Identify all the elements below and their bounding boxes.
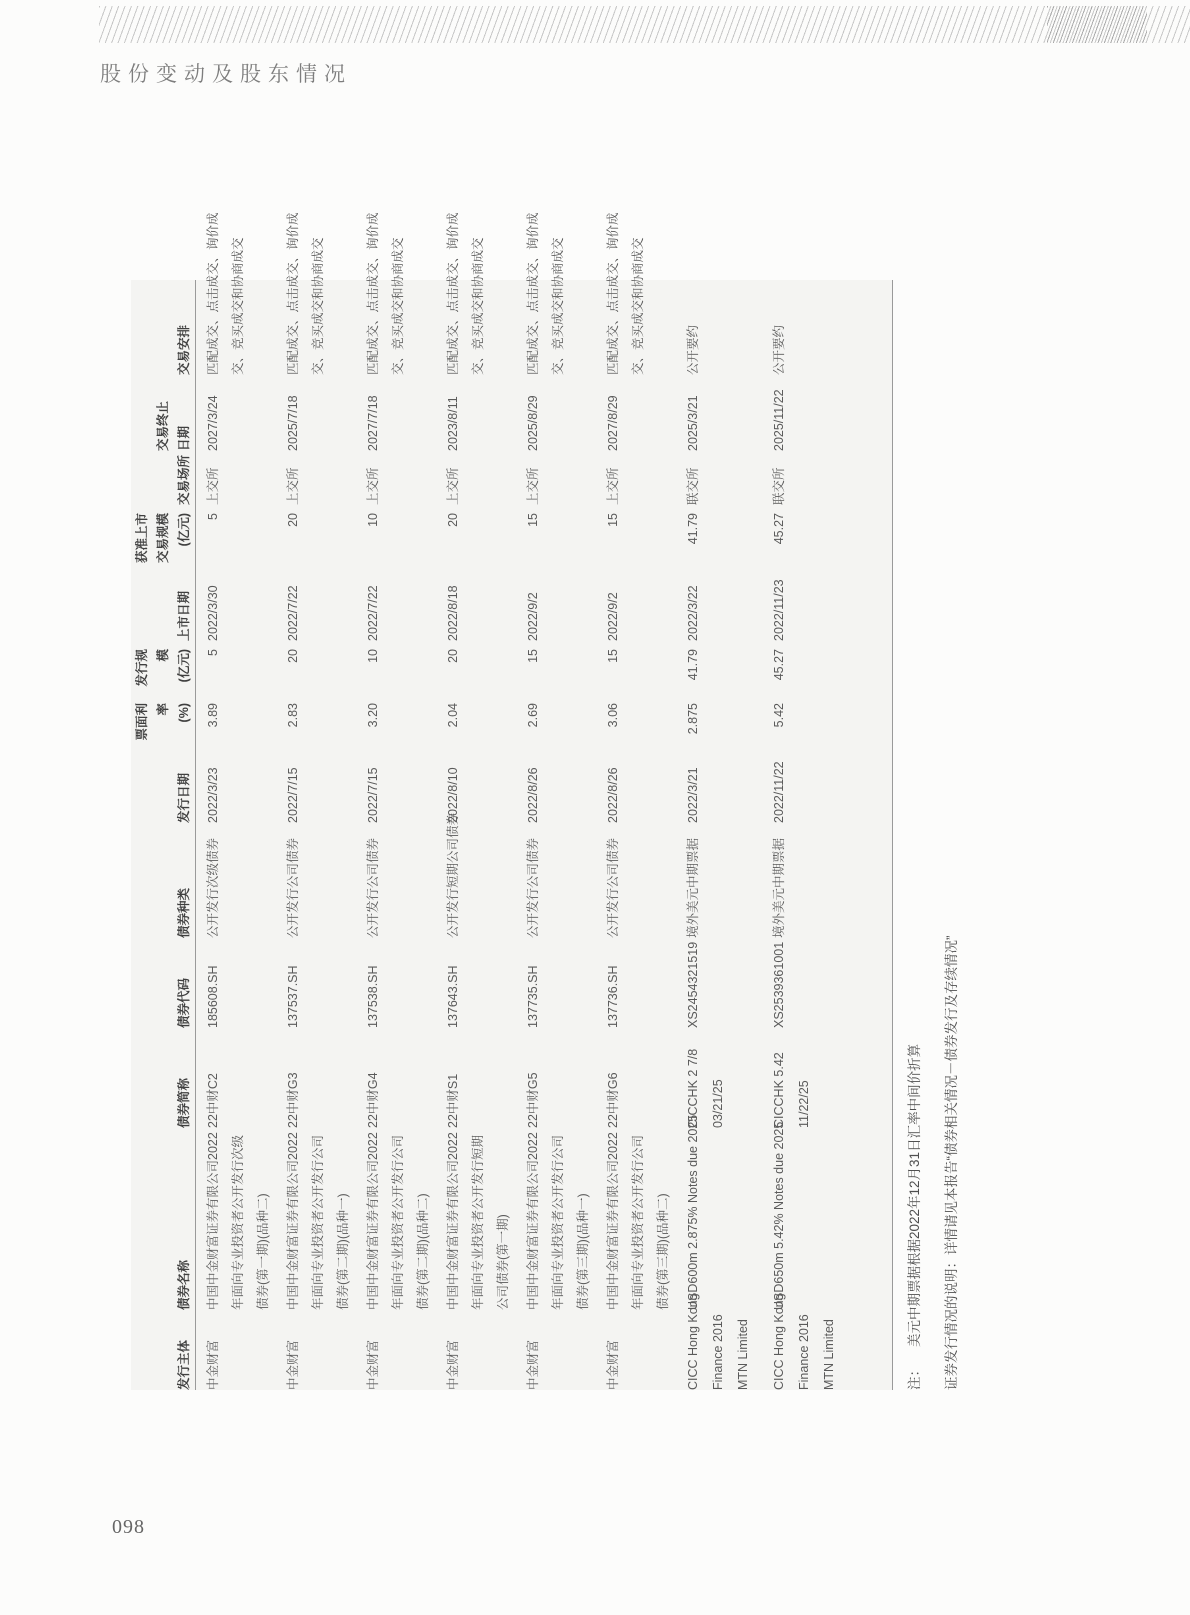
cell-line: 185608.SH — [206, 965, 220, 1028]
cell-line: 2022/8/18 — [446, 585, 460, 641]
cell-line: 2025/3/21 — [686, 395, 700, 451]
cell-line: 15 — [526, 649, 540, 663]
cell-end-date — [281, 375, 306, 451]
cell-line: 匹配成交、点击成交、询价成 — [606, 212, 620, 375]
cell-line: 2023/8/11 — [446, 396, 460, 451]
cell-line: 3.89 — [206, 703, 220, 728]
cell-line: 2027/8/29 — [606, 395, 620, 451]
cell-line: USD650m 5.42% Notes due 2025 — [772, 1121, 786, 1310]
cell-issuer — [767, 1293, 842, 1390]
cell-line: CICCHK 2 7/8 — [686, 1048, 700, 1128]
cell-line: 中金财富 — [366, 1339, 380, 1390]
cell-line: 2022/11/22 — [772, 761, 786, 823]
cell-bond-name — [441, 1128, 516, 1310]
cell-line: 年面向专业投资者公开发行次级 — [231, 1134, 245, 1310]
cell-approved-size — [361, 505, 386, 565]
cell-line: 上交所 — [206, 467, 220, 505]
cell-bond-name — [681, 1114, 706, 1310]
cell-line: 公开发行公司债券 — [606, 837, 620, 938]
cell-line: 2.04 — [446, 703, 460, 728]
cell-arrangement — [681, 263, 706, 375]
cell-line: 匹配成交、点击成交、询价成 — [366, 212, 380, 375]
cell-approved-size — [201, 505, 226, 565]
cell-line: 中国中金财富证券有限公司2022 — [286, 1132, 300, 1310]
col-header-listing-date — [174, 565, 195, 641]
cell-issuer — [361, 1310, 386, 1390]
cell-line: 日期 — [177, 425, 191, 451]
cell-coupon-rate — [361, 695, 386, 747]
cell-bond-short-name — [521, 1028, 546, 1128]
cell-coupon-rate — [767, 695, 792, 747]
cell-line: 境外美元中期票据 — [686, 837, 700, 938]
cell-line: Finance 2016 — [711, 1314, 725, 1390]
note-1-text: 美元中期票据根据2022年12月31日汇率中间价折算 — [907, 1043, 922, 1347]
cell-line: 45.27 — [772, 513, 786, 545]
cell-line: 137736.SH — [606, 965, 620, 1028]
cell-line: 5.42 — [772, 703, 786, 728]
cell-approved-size — [521, 505, 546, 565]
table-row — [516, 212, 596, 1390]
cell-issue-size — [441, 641, 466, 695]
cell-line: 交、竞买成交和协商成交 — [311, 237, 325, 375]
cell-line: 2022/3/21 — [686, 767, 700, 823]
table-row — [762, 280, 848, 1390]
cell-line: 公开发行次级债券 — [206, 837, 220, 938]
cell-line: 22中财G4 — [366, 1072, 380, 1128]
cell-end-date — [521, 375, 546, 451]
cell-end-date — [441, 375, 466, 451]
cell-approved-size — [441, 505, 466, 565]
cell-listing-date — [601, 565, 626, 641]
cell-bond-name — [281, 1128, 356, 1310]
cell-line: 获准上市 — [135, 513, 149, 564]
cell-line: 2022/9/2 — [606, 592, 620, 641]
cell-venue — [361, 451, 386, 505]
cell-line: 5 — [206, 649, 220, 656]
cell-bond-type — [521, 823, 546, 938]
cell-coupon-rate — [281, 695, 306, 747]
cell-line: 发行主体 — [177, 1339, 191, 1390]
cell-line: 3.06 — [606, 703, 620, 728]
cell-issue-date — [767, 747, 792, 823]
cell-issue-size — [201, 641, 226, 695]
table-row — [276, 212, 356, 1390]
cell-bond-name — [767, 1121, 792, 1310]
cell-bond-short-name — [361, 1028, 386, 1128]
bonds-table-body — [196, 212, 848, 1390]
cell-line: 20 — [446, 649, 460, 663]
cell-issuer — [521, 1310, 546, 1390]
cell-line: MTN Limited — [822, 1319, 836, 1390]
cell-issue-date — [201, 747, 226, 823]
cell-line: 公开发行公司债券 — [286, 837, 300, 938]
cell-bond-short-name — [601, 1028, 626, 1128]
cell-bond-code — [601, 938, 626, 1028]
cell-line: Finance 2016 — [797, 1314, 811, 1390]
cell-line: 上市日期 — [177, 590, 191, 641]
cell-line: 3.20 — [366, 703, 380, 728]
cell-approved-size — [767, 505, 792, 565]
col-header-issue-size — [132, 641, 195, 695]
table-row — [596, 212, 676, 1390]
cell-line: 中金财富 — [526, 1339, 540, 1390]
cell-line: 联交所 — [772, 467, 786, 505]
cell-line: 境外美元中期票据 — [772, 837, 786, 938]
cell-line: 年面向专业投资者公开发行公司 — [631, 1134, 645, 1310]
cell-line: 中金财富 — [606, 1339, 620, 1390]
cell-bond-code — [441, 938, 466, 1028]
cell-arrangement — [201, 212, 251, 375]
cell-bond-code — [361, 938, 386, 1028]
cell-issue-size — [361, 641, 386, 695]
cell-issuer — [601, 1310, 626, 1390]
cell-line: 15 — [606, 649, 620, 663]
cell-venue — [441, 451, 466, 505]
cell-line: 137537.SH — [286, 965, 300, 1028]
cell-line: 债券简称 — [177, 1077, 191, 1128]
note-1 — [905, 280, 925, 1390]
cell-venue — [281, 451, 306, 505]
page-number: 098 — [112, 1516, 145, 1538]
cell-line: 中金财富 — [206, 1339, 220, 1390]
cell-bond-type — [681, 823, 706, 938]
cell-line: 债券(第三期)(品种一) — [576, 1193, 590, 1310]
cell-bond-type — [441, 812, 466, 938]
cell-bond-short-name — [201, 1028, 226, 1128]
cell-line: 发行规模 — [135, 649, 170, 687]
cell-coupon-rate — [441, 695, 466, 747]
cell-line: 2022/11/23 — [772, 579, 786, 641]
cell-line: 交、竞买成交和协商成交 — [551, 237, 565, 375]
cell-end-date — [601, 375, 626, 451]
cell-line: 2027/3/24 — [206, 395, 220, 451]
cell-line: 2022/7/15 — [286, 767, 300, 823]
col-header-end-date — [153, 375, 195, 451]
cell-issue-date — [441, 747, 466, 823]
col-header-bond-code — [174, 938, 195, 1028]
cell-line: 交易规模 — [156, 513, 170, 564]
cell-line: 公司债券(第一期) — [496, 1214, 510, 1310]
cell-arrangement — [361, 212, 411, 375]
cell-line: 41.79 — [686, 513, 700, 545]
cell-venue — [521, 451, 546, 505]
cell-line: 债券代码 — [177, 977, 191, 1028]
cell-line: 137538.SH — [366, 965, 380, 1028]
cell-line: 2.83 — [286, 703, 300, 728]
cell-line: 年面向专业投资者公开发行短期 — [471, 1134, 485, 1310]
cell-line: 联交所 — [686, 467, 700, 505]
cell-coupon-rate — [601, 695, 626, 747]
table-row — [676, 280, 762, 1390]
cell-issuer — [681, 1293, 756, 1390]
cell-bond-type — [201, 823, 226, 938]
cell-line: 2022/3/30 — [206, 585, 220, 641]
cell-listing-date — [521, 565, 546, 641]
cell-line: 2025/8/29 — [526, 395, 540, 451]
cell-line: 137643.SH — [446, 965, 460, 1028]
cell-line: 公开发行公司债券 — [366, 837, 380, 938]
cell-line: MTN Limited — [736, 1319, 750, 1390]
col-header-bond-name — [174, 1128, 195, 1310]
cell-line: 5 — [206, 513, 220, 520]
cell-line: USD600m 2.875% Notes due 2025 — [686, 1114, 700, 1310]
cell-line: 债券(第二期)(品种二) — [416, 1193, 430, 1310]
cell-issue-date — [601, 747, 626, 823]
cell-line: 2022/8/10 — [446, 767, 460, 823]
cell-venue — [601, 451, 626, 505]
cell-line: 45.27 — [772, 649, 786, 681]
cell-line: 15 — [606, 513, 620, 527]
cell-line: 137735.SH — [526, 965, 540, 1028]
cell-line: 20 — [286, 513, 300, 527]
cell-line: 2.875 — [686, 703, 700, 735]
bonds-table — [131, 212, 893, 1390]
cell-arrangement — [601, 212, 651, 375]
cell-listing-date — [361, 565, 386, 641]
cell-end-date — [361, 375, 386, 451]
cell-line: 2022/9/2 — [526, 592, 540, 641]
cell-line: 债券种类 — [177, 887, 191, 938]
cell-line: 公开发行短期公司债券 — [446, 812, 460, 938]
cell-listing-date — [281, 565, 306, 641]
cell-line: 2022/3/22 — [686, 585, 700, 641]
cell-listing-date — [767, 565, 792, 641]
cell-line: 中金财富 — [286, 1339, 300, 1390]
cell-arrangement — [767, 263, 792, 375]
cell-bond-type — [281, 823, 306, 938]
cell-bond-short-name — [767, 1028, 817, 1128]
cell-line: 22中财G6 — [606, 1072, 620, 1128]
cell-bond-name — [521, 1128, 596, 1310]
cell-coupon-rate — [201, 695, 226, 747]
note-label: 注： — [907, 1363, 922, 1390]
cell-line: 债券(第一期)(品种二) — [256, 1193, 270, 1310]
cell-line: 上交所 — [286, 467, 300, 505]
cell-line: 交易场所 — [177, 454, 191, 505]
table-row — [436, 212, 516, 1390]
cell-line: XS2539361001 — [772, 941, 786, 1028]
cell-issue-size — [521, 641, 546, 695]
cell-bond-code — [767, 938, 792, 1028]
cell-line: 03/21/25 — [711, 1079, 725, 1128]
cell-coupon-rate — [681, 695, 706, 747]
cell-line: 匹配成交、点击成交、询价成 — [286, 212, 300, 375]
cell-line: 匹配成交、点击成交、询价成 — [446, 212, 460, 375]
cell-line: 2025/7/18 — [286, 395, 300, 451]
cell-line: 上交所 — [606, 467, 620, 505]
cell-end-date — [767, 375, 792, 451]
cell-line: 债券名称 — [177, 1259, 191, 1310]
cell-line: 交、竞买成交和协商成交 — [231, 237, 245, 375]
cell-bond-type — [767, 823, 792, 938]
cell-line: 年面向专业投资者公开发行公司 — [391, 1134, 405, 1310]
cell-line: 2022/7/15 — [366, 767, 380, 823]
cell-line: CICC Hong Kong — [772, 1293, 786, 1390]
cell-bond-type — [361, 823, 386, 938]
col-header-issuer — [174, 1310, 195, 1390]
cell-line: 上交所 — [526, 467, 540, 505]
cell-listing-date — [681, 565, 706, 641]
cell-line: 11/22/25 — [797, 1080, 811, 1128]
cell-line: XS2454321519 — [686, 941, 700, 1028]
cell-bond-short-name — [681, 1028, 731, 1128]
cell-line: 15 — [526, 513, 540, 527]
cell-end-date — [201, 375, 226, 451]
table-row — [356, 212, 436, 1390]
rotated-sheet — [131, 212, 1011, 1390]
bonds-table-header-row — [131, 280, 196, 1390]
cell-approved-size — [281, 505, 306, 565]
cell-line: 22中财G5 — [526, 1072, 540, 1128]
cell-issuer — [201, 1310, 226, 1390]
cell-arrangement — [521, 212, 571, 375]
cell-line: 2022/7/22 — [286, 585, 300, 641]
table-row — [196, 212, 276, 1390]
cell-line: 匹配成交、点击成交、询价成 — [526, 212, 540, 375]
col-header-venue — [174, 451, 195, 505]
cell-approved-size — [681, 505, 706, 565]
col-header-issue-date — [174, 747, 195, 823]
cell-bond-short-name — [441, 1028, 466, 1128]
cell-bond-code — [681, 938, 706, 1028]
cell-line: 公开发行公司债券 — [526, 837, 540, 938]
cell-line: 22中财S1 — [446, 1073, 460, 1128]
cell-line: 中国中金财富证券有限公司2022 — [206, 1132, 220, 1310]
col-header-coupon-rate — [132, 695, 195, 747]
cell-line: (%) — [177, 703, 191, 723]
cell-issue-date — [281, 747, 306, 823]
cell-line: 年面向专业投资者公开发行公司 — [311, 1134, 325, 1310]
cell-line: 2025/11/22 — [772, 389, 786, 451]
cell-arrangement — [281, 212, 331, 375]
cell-line: 匹配成交、点击成交、询价成 — [206, 212, 220, 375]
cell-line: 10 — [366, 513, 380, 527]
cell-line: 20 — [286, 649, 300, 663]
cell-line: 2022/8/26 — [606, 767, 620, 823]
cell-bond-type — [601, 823, 626, 938]
cell-coupon-rate — [521, 695, 546, 747]
cell-line: 22中财G3 — [286, 1072, 300, 1128]
col-header-approved-size — [132, 505, 195, 565]
cell-issue-size — [767, 641, 792, 695]
cell-venue — [201, 451, 226, 505]
cell-listing-date — [201, 565, 226, 641]
cell-line: 年面向专业投资者公开发行公司 — [551, 1134, 565, 1310]
cell-issue-date — [521, 747, 546, 823]
cell-listing-date — [441, 565, 466, 641]
cell-arrangement — [441, 212, 491, 375]
col-header-bond-type — [174, 823, 195, 938]
cell-venue — [681, 451, 706, 505]
col-header-arrangement — [174, 263, 195, 375]
cell-line: CICC Hong Kong — [686, 1293, 700, 1390]
cell-line: 2027/7/18 — [366, 395, 380, 451]
cell-issuer — [441, 1310, 466, 1390]
cell-bond-name — [601, 1128, 676, 1310]
hatch-banner-dark-segment — [1047, 6, 1147, 43]
cell-line: 2022/7/22 — [366, 585, 380, 641]
cell-issue-size — [281, 641, 306, 695]
cell-line: 债券(第三期)(品种二) — [656, 1193, 670, 1310]
cell-line: 债券(第二期)(品种一) — [336, 1193, 350, 1310]
cell-line: 交、竞买成交和协商成交 — [471, 237, 485, 375]
cell-approved-size — [601, 505, 626, 565]
cell-line: 中金财富 — [446, 1339, 460, 1390]
cell-line: 22中财C2 — [206, 1073, 220, 1128]
cell-bond-code — [201, 938, 226, 1028]
cell-line: 中国中金财富证券有限公司2022 — [366, 1132, 380, 1310]
hatch-banner — [99, 6, 1190, 43]
cell-bond-name — [361, 1128, 436, 1310]
cell-issue-size — [681, 641, 706, 695]
cell-line: 10 — [366, 649, 380, 663]
cell-issuer — [281, 1310, 306, 1390]
cell-line: (亿元) — [177, 513, 191, 547]
cell-line: 交、竞买成交和协商成交 — [631, 237, 645, 375]
cell-bond-code — [281, 938, 306, 1028]
rotated-table-area — [131, 212, 1011, 1390]
cell-line: 票面利率 — [135, 703, 170, 741]
cell-line: 41.79 — [686, 649, 700, 681]
cell-line: 2.69 — [526, 703, 540, 728]
cell-venue — [767, 451, 792, 505]
cell-issue-date — [681, 747, 706, 823]
cell-end-date — [681, 375, 706, 451]
cell-line: 中国中金财富证券有限公司2022 — [606, 1132, 620, 1310]
cell-line: 20 — [446, 513, 460, 527]
cell-bond-name — [201, 1128, 276, 1310]
cell-line: 上交所 — [446, 467, 460, 505]
page-title: 股份变动及股东情况 — [100, 63, 352, 86]
cell-line: 公开要约 — [772, 324, 786, 375]
cell-line: 中国中金财富证券有限公司2022 — [446, 1132, 460, 1310]
cell-line: 交易终止 — [156, 400, 170, 451]
cell-issue-date — [361, 747, 386, 823]
cell-line: (亿元) — [177, 649, 191, 683]
cell-line: 上交所 — [366, 467, 380, 505]
cell-line: 公开要约 — [686, 324, 700, 375]
cell-issue-size — [601, 641, 626, 695]
cell-line: CICCHK 5.42 — [772, 1052, 786, 1128]
note-2: 证券发行情况的说明：详情请见本报告“债券相关情况－债券发行及存续情况” — [944, 935, 959, 1390]
cell-line: 发行日期 — [177, 772, 191, 823]
col-header-bond-short-name — [174, 1028, 195, 1128]
cell-line: 2022/8/26 — [526, 767, 540, 823]
cell-bond-short-name — [281, 1028, 306, 1128]
table-notes — [905, 280, 962, 1390]
cell-line: 交易安排 — [177, 324, 191, 375]
cell-line: 2022/3/23 — [206, 767, 220, 823]
cell-line: 中国中金财富证券有限公司2022 — [526, 1132, 540, 1310]
cell-line: 交、竞买成交和协商成交 — [391, 237, 405, 375]
cell-bond-code — [521, 938, 546, 1028]
